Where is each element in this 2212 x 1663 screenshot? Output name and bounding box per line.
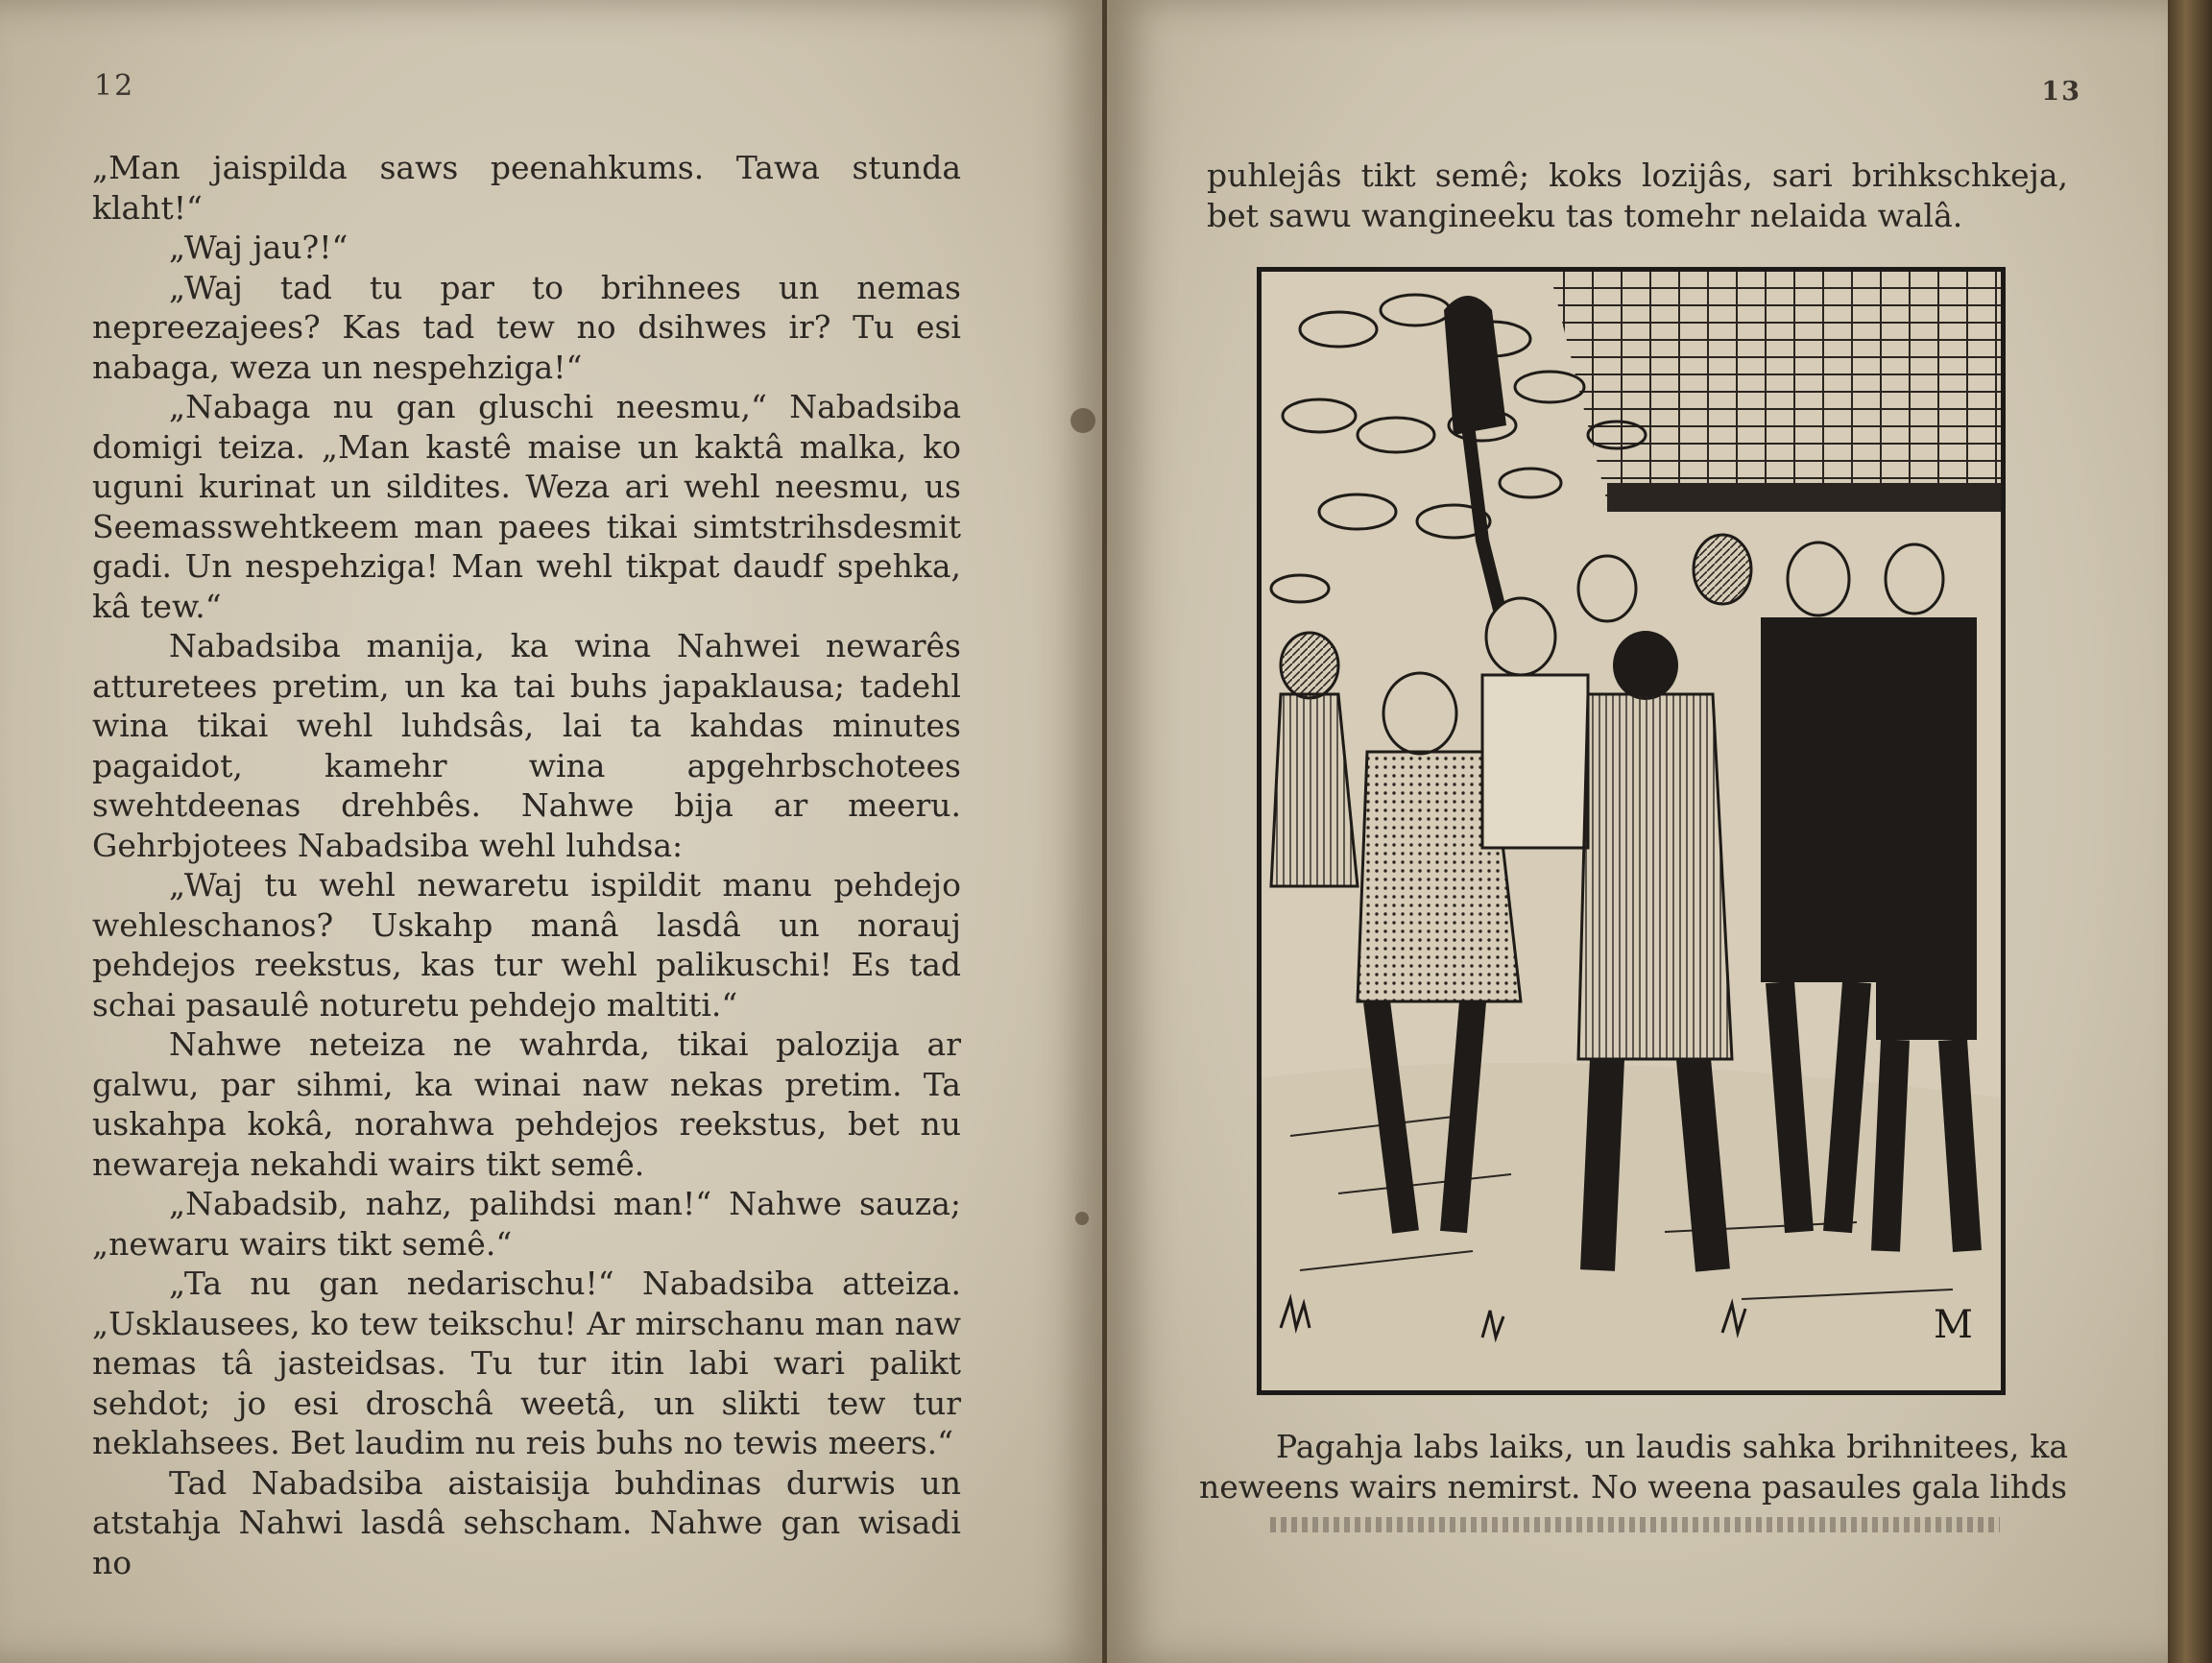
paragraph: Nahwe neteiza ne wahrda, tikai palozija ar galwu, par sihmi, ka winai naw nekas pretim. Ta uskahpa kokâ, norahwa pehdejos reekstus, bet nu newareja nekahdi wairs tikt semê. xyxy=(92,1025,961,1183)
paragraph: Nabadsiba manija, ka wina Nahwei newarês atturetees pretim, un ka tai buhs japaklausa; tadehl wina tikai wehl luhdsâs, lai ta kahdas minutes pagaidot, kamehr wina apgehrbschotees swehtdeenas drehbês. Nahwe bija ar meeru. Gehrbjotees Nabadsiba wehl luhdsa: xyxy=(92,627,961,864)
page-number-left: 12 xyxy=(94,69,135,103)
paragraph: „Waj tu wehl newaretu ispildit manu pehdejo wehleschanos? Uskahp manâ lasdâ un norauj pehdejos reekstus, kas tur wehl palikuschi! Es tad schai pasaulê noturetu pehdejo maltiti.“ xyxy=(92,866,961,1024)
left-page xyxy=(0,0,1104,1663)
paragraph: Tad Nabadsiba aistaisija buhdinas durwis un atstahja Nahwi lasdâ sehscham. Nahwe gan wisadi no xyxy=(92,1463,961,1581)
paragraph: „Waj tad tu par to brihnees un nemas nepreezajees? Kas tad tew no dsihwes ir? Tu esi nabaga, weza un nespehziga!“ xyxy=(92,268,961,386)
page-stain xyxy=(1075,1212,1089,1225)
paragraph: „Waj jau?!“ xyxy=(169,229,349,266)
left-page-text xyxy=(92,148,961,1582)
paragraph: „Nabadsib, nahz, palihdsi man!“ Nahwe sauza; „newaru wairs tikt semê.“ xyxy=(92,1185,961,1263)
paragraph: „Nabaga nu gan gluschi neesmu,“ Nabadsiba domigi teiza. „Man kastê maise un kaktâ malka, ko uguni kurinat un sildites. Weza ari wehl neesmu, us Seemasswehtkeem man paees tikai simtstrihsdesmit gadi. Un nespehziga! Man wehl tikpat daudf spehka, kâ tew.“ xyxy=(92,388,961,625)
paragraph: „Man jaispilda saws peenahkums. Tawa stunda klaht!“ xyxy=(92,149,961,227)
paragraph: puhlejâs tikt semê; koks lozijâs, sari brihkschkeja, bet sawu wangineeku tas tomehr nelaida walâ. xyxy=(1207,157,2068,234)
right-page xyxy=(1107,0,2168,1663)
print-smudge xyxy=(1270,1517,2000,1532)
paragraph: „Ta nu gan nedarischu!“ Nabadsiba atteiza. „Usklausees, ko tew teikschu! Ar mirschanu man naw nemas tâ jasteidsas. Tu tur itin labi wari palikt sehdot; jo esi droschâ weetâ, un slikti tew tur neklahsees. Bet laudim nu reis buhs no tewis meers.“ xyxy=(92,1265,961,1461)
illustration-monogram: M xyxy=(1934,1303,1973,1347)
paragraph: Pagahja labs laiks, un laudis sahka brihnitees, ka neweens wairs nemirst. No weena pasaules gala lihds xyxy=(1199,1428,2068,1506)
page-number-right: 13 xyxy=(2041,77,2081,107)
woodcut-illustration xyxy=(1257,267,2006,1395)
page-stain xyxy=(1070,408,1095,433)
illustration-drawing xyxy=(1262,272,2001,1390)
right-page-top-text xyxy=(1207,156,2068,235)
book-edge xyxy=(2168,0,2212,1663)
right-page-bottom-text xyxy=(1199,1427,2068,1506)
